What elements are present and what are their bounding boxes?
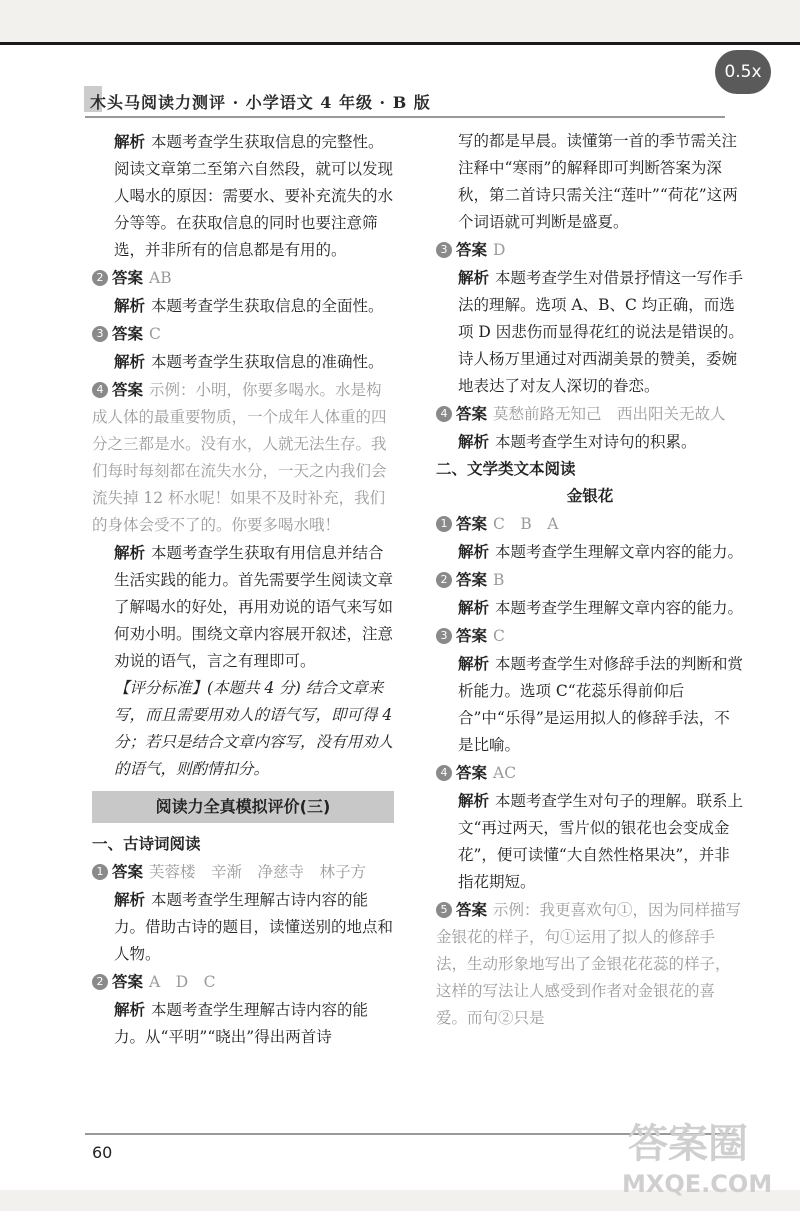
zoom-indicator[interactable]: 0.5x bbox=[715, 50, 771, 94]
watermark-url: MXQE.COM bbox=[622, 1170, 773, 1198]
story-title: 金银花 bbox=[566, 487, 614, 505]
question-3: 3 答案 C bbox=[436, 622, 744, 650]
section-banner: 阅读力全真模拟评价(三) bbox=[92, 791, 394, 823]
analysis-continued: 写的都是早晨。读懂第一首的季节需关注注释中“寒雨”的解释即可判断答案为深秋，第二首诗只需关注“莲叶”“荷花”这两个词语就可判断是盛夏。 bbox=[458, 132, 738, 231]
question-4: 4 答案 莫愁前路无知己 西出阳关无故人 bbox=[436, 400, 744, 428]
question-4: 4 答案 AC bbox=[436, 759, 744, 787]
question-2: 2 答案 AB bbox=[92, 264, 397, 292]
section-heading: 一、古诗词阅读 bbox=[92, 835, 201, 853]
left-column: 解析 本题考查学生获取信息的完整性。阅读文章第二至第六自然段，就可以发现人喝水的原因：需要水、要补充流失的水分等等。在获取信息的同时也要注意筛选，并非所有的信息都是有用的。 2 答案 AB 解析 本题考查学生获取信息的全面性。 3 答案 C 解析 本题考查学生获取信息的准确性。 4 答案 示例：小明，你要多喝水。水是构成人体的最重要物质，一个成年人体重的四分之三都是水。没有水，人就无法生存。我们每时每刻都在流失水分，一天之内我们会流失掉 12 杯水呢！如果不及时补充，我们的身体会受不了的。你要多喝水哦！ 解析 本题考查学生获取有用信息并结合生活实践的能力。首先需要学生阅读文章了解喝水的好处，再用劝说的语气来写如何劝小明。围绕文章内容展开叙述，注意劝说的语气，言之有理即可。 【评分标准】(本题共 4 分) 结合文章来写，而且需要用劝人的语气写，即可得 4 分；若只是结合文章内容写，没有用劝人的语气，则酌情扣分。 阅读力全真模拟评价(三) 一、古诗词阅读 1 答案 芙蓉楼 辛渐 净慈寺 林子方 解析 本题考查学生理解古诗内容的能力。借助古诗的题目，读懂送别的地点和人物。 2 答案 A D C 解析 本题考查学生理解古诗内容的能力。从“平明”“晓出”得出两首诗 bbox=[92, 128, 397, 1051]
running-header: 木头马阅读力测评 · 小学语文 4 年级 · B 版 bbox=[90, 93, 431, 112]
watermark-logo: 答案圈 bbox=[628, 1121, 748, 1167]
question-5: 5 答案 示例：我更喜欢句①，因为同样描写金银花的样子，句①运用了拟人的修辞手法，生动形象地写出了金银花花蕊的样子，这样的写法让人感受到作者对金银花的喜爱。而句②只是 bbox=[436, 900, 742, 1027]
question-2: 2 答案 B bbox=[436, 566, 744, 594]
top-border bbox=[0, 42, 800, 45]
question-4: 4 答案 示例：小明，你要多喝水。水是构成人体的最重要物质，一个成年人体重的四分之三都是水。没有水，人就无法生存。我们每时每刻都在流失水分，一天之内我们会流失掉 12 杯水呢！如果不及时补充，我们的身体会受不了的。你要多喝水哦！ bbox=[92, 380, 387, 534]
question-1: 1 答案 芙蓉楼 辛渐 净慈寺 林子方 bbox=[92, 858, 397, 886]
header-rule bbox=[85, 116, 725, 118]
question-3: 3 答案 D bbox=[436, 236, 744, 264]
question-2: 2 答案 A D C bbox=[92, 968, 397, 996]
section-heading: 二、文学类文本阅读 bbox=[436, 460, 576, 478]
answer-analysis: 解析 本题考查学生获取信息的完整性。阅读文章第二至第六自然段，就可以发现人喝水的原因：需要水、要补充流失的水分等等。在获取信息的同时也要注意筛选，并非所有的信息都是有用的。 bbox=[114, 132, 394, 259]
scoring-criteria: 【评分标准】(本题共 4 分) 结合文章来写，而且需要用劝人的语气写，即可得 4 分；若只是结合文章内容写，没有用劝人的语气，则酌情扣分。 bbox=[114, 679, 394, 778]
right-column: 写的都是早晨。读懂第一首的季节需关注注释中“寒雨”的解释即可判断答案为深秋，第二首诗只需关注“莲叶”“荷花”这两个词语就可判断是盛夏。 3 答案 D 解析 本题考查学生对借景抒情这一写作手法的理解。选项 A、B、C 均正确，而选项 D 因悲伤而显得花红的说法是错误的。诗人杨万里通过对西湖美景的赞美，委婉地表达了对友人深切的眷恋。 4 答案 莫愁前路无知己 西出阳关无故人 解析 本题考查学生对诗句的积累。 二、文学类文本阅读 金银花 1 答案 C B A 解析 本题考查学生理解文章内容的能力。 2 答案 B 解析 本题考查学生理解文章内容的能力。 3 答案 C 解析 本题考查学生对修辞手法的判断和赏析能力。选项 C“花蕊乐得前仰后合”中“乐得”是运用拟人的修辞手法，不是比喻。 4 答案 AC 解析 本题考查学生对句子的理解。联系上文“再过两天，雪片似的银花也会变成金花”，便可读懂“大自然性格果决”，并非指花期短。 5 答案 示例：我更喜欢句①，因为同样描写金银花的样子，句①运用了拟人的修辞手法，生动形象地写出了金银花花蕊的样子，这样的写法让人感受到作者对金银花的喜爱。而句②只是 bbox=[436, 128, 744, 1032]
question-3: 3 答案 C bbox=[92, 320, 397, 348]
page-number: 60 bbox=[92, 1143, 113, 1162]
question-1: 1 答案 C B A bbox=[436, 510, 744, 538]
